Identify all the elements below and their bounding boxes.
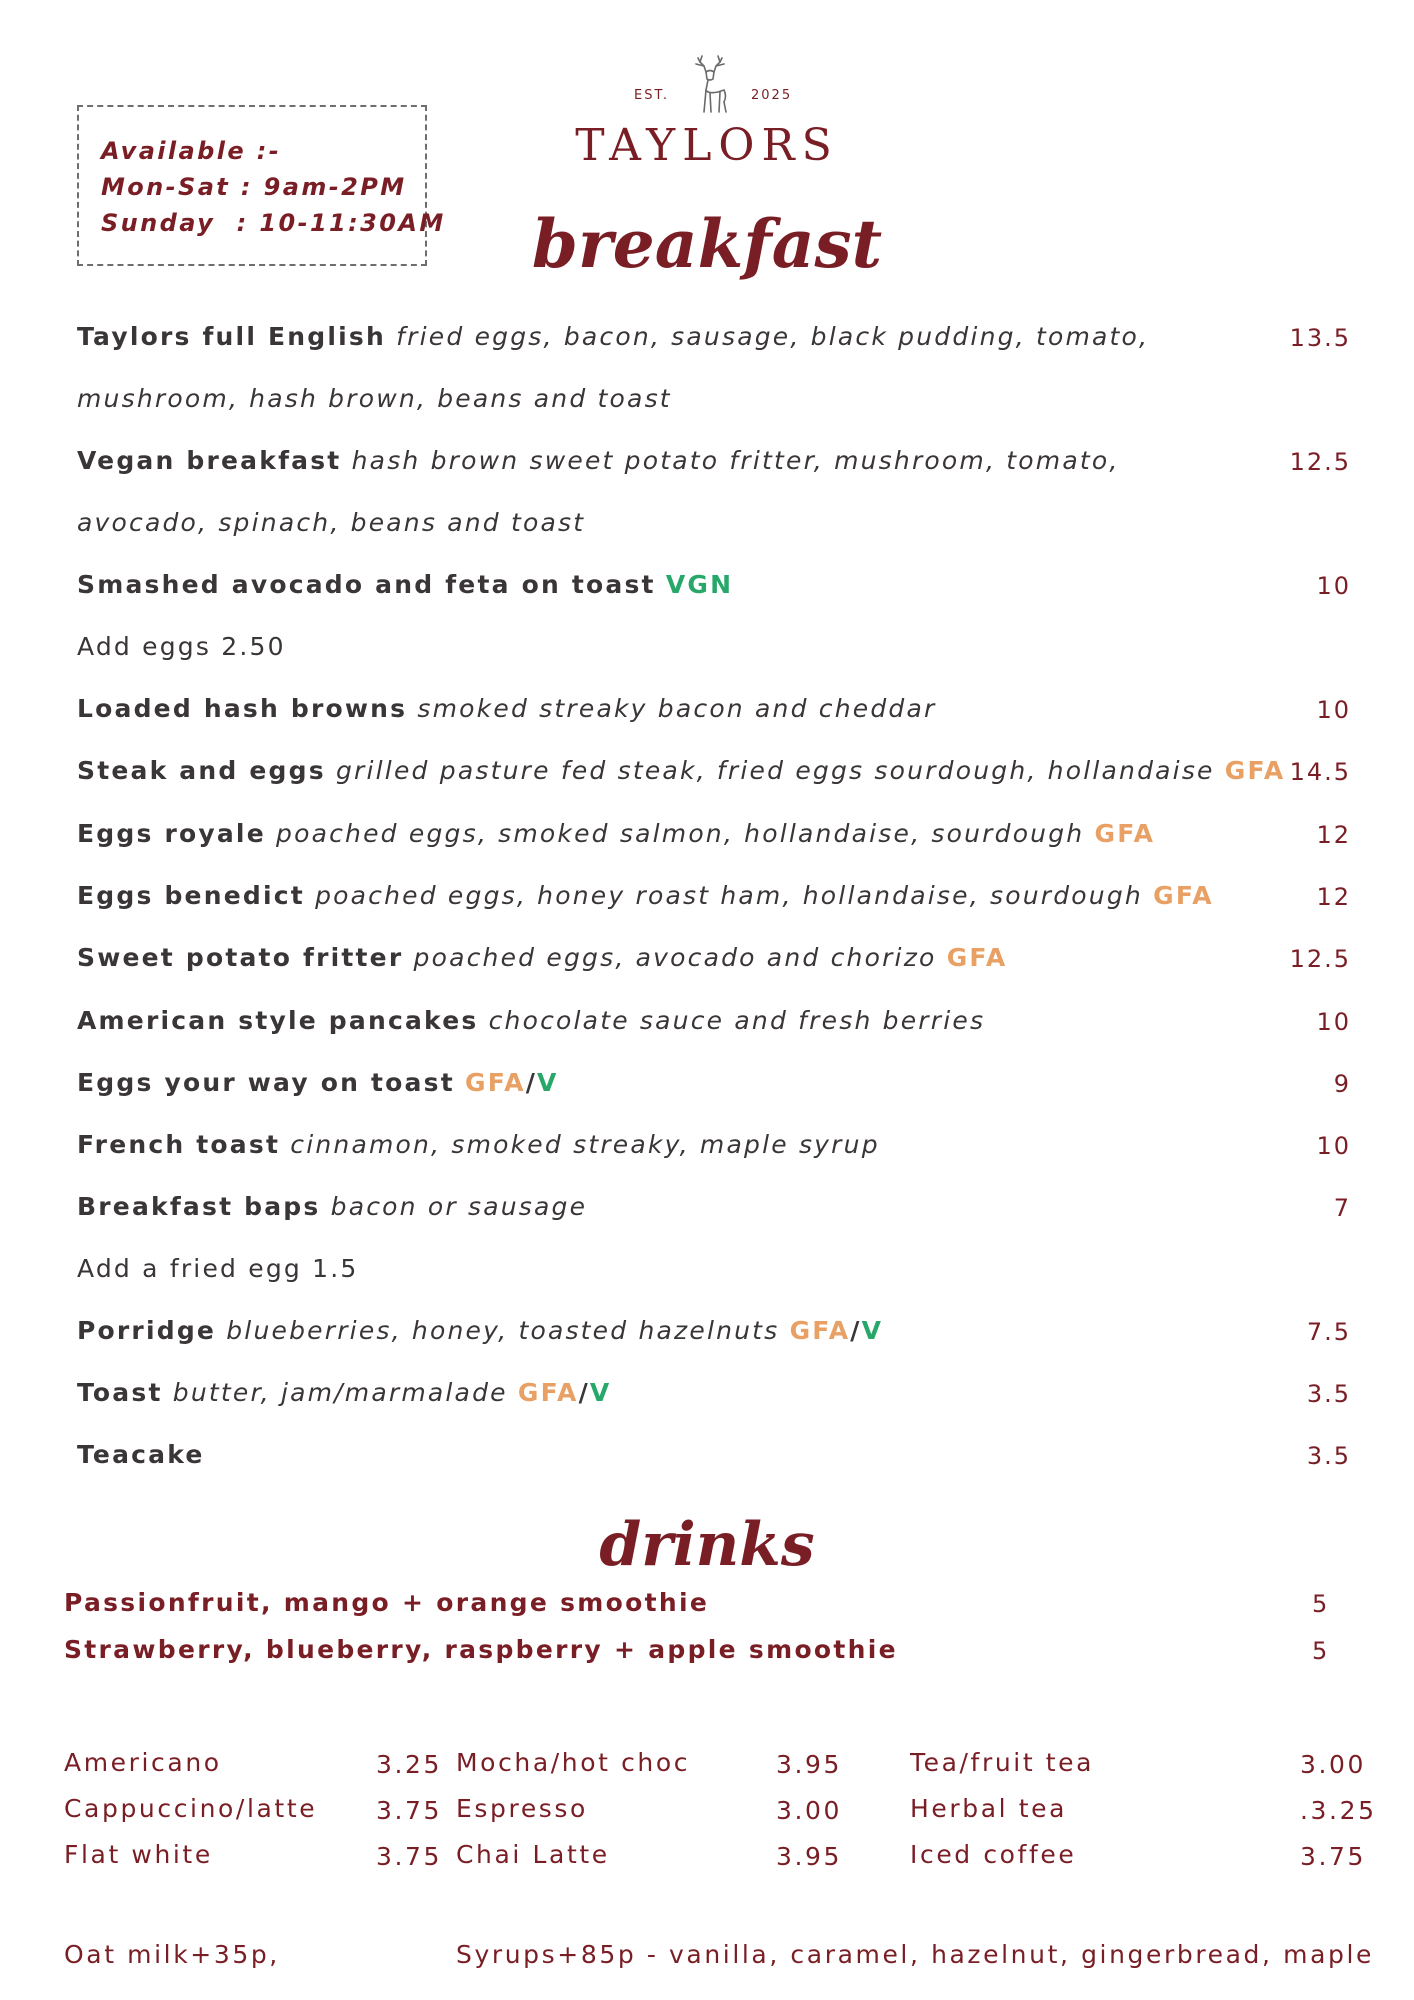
drink-name: Chai Latte — [456, 1840, 610, 1869]
menu-item-row — [77, 819, 1155, 848]
hours-sunday: Sunday : 10-11:30AM — [101, 209, 446, 237]
menu-item-row — [77, 1006, 985, 1035]
menu-item-price: 14.5 — [1289, 758, 1351, 786]
menu-item-row — [77, 1378, 611, 1407]
menu-item-price: 12.5 — [1289, 448, 1351, 476]
menu-item-name: American style pancakes — [77, 1006, 479, 1035]
stag-icon — [686, 52, 734, 114]
smoothie-price: 5 — [1312, 1637, 1328, 1665]
menu-item-description: fried eggs, bacon, sausage, black pudding, tomato, — [396, 322, 1150, 351]
logo-wordmark: TAYLORS — [575, 120, 839, 171]
menu-item-price: 10 — [1316, 1008, 1351, 1036]
menu-item-description: grilled pasture fed steak, fried eggs sourdough, hollandaise — [335, 756, 1215, 785]
menu-item-description: butter, jam/marmalade — [172, 1378, 508, 1407]
menu-item-description: smoked streaky bacon and cheddar — [417, 694, 937, 723]
menu-item-description: poached eggs, smoked salmon, hollandaise, sourdough — [276, 819, 1085, 848]
menu-item-description: avocado, spinach, beans and toast — [77, 508, 586, 537]
menu-item-name: Eggs royale — [77, 819, 266, 848]
drink-price: 3.75 — [376, 1796, 443, 1825]
menu-item-row — [77, 322, 1149, 351]
drink-name: Iced coffee — [910, 1840, 1077, 1869]
syrups-note: Syrups+85p - vanilla, caramel, hazelnut, gingerbread, maple — [456, 1940, 1374, 1969]
drink-price: 3.95 — [776, 1750, 843, 1779]
menu-note: Add eggs 2.50 — [77, 632, 286, 661]
menu-item-price: 10 — [1316, 572, 1351, 600]
menu-item-name: Smashed avocado and feta on toast — [77, 570, 656, 599]
menu-item-name: Loaded hash browns — [77, 694, 408, 723]
menu-item-description: hash brown sweet potato fritter, mushroom, tomato, — [351, 446, 1120, 475]
gfa-tag: GFA — [517, 1378, 579, 1407]
gfa-tag: GFA — [1153, 881, 1214, 910]
menu-item-row — [77, 446, 1120, 475]
menu-item-description: cinnamon, smoked streaky, maple syrup — [290, 1130, 880, 1159]
gfa-tag: GFA — [1224, 756, 1286, 785]
smoothie-name: Strawberry, blueberry, raspberry + apple smoothie — [64, 1635, 898, 1664]
menu-item-row — [77, 1254, 358, 1283]
menu-item-row — [77, 881, 1214, 910]
drink-price: .3.25 — [1300, 1796, 1377, 1825]
menu-item-description: blueberries, honey, toasted hazelnuts — [226, 1316, 780, 1345]
menu-item-row — [77, 1192, 587, 1221]
menu-item-price: 3.5 — [1306, 1442, 1351, 1470]
drink-name: Cappuccino/latte — [64, 1794, 318, 1823]
breakfast-heading: breakfast — [531, 205, 883, 283]
drink-price: 3.75 — [1300, 1842, 1367, 1871]
menu-item-name: Breakfast baps — [77, 1192, 321, 1221]
menu-item-price: 3.5 — [1306, 1380, 1351, 1408]
menu-item-row — [77, 508, 585, 537]
menu-item-description: poached eggs, avocado and chorizo — [413, 943, 937, 972]
smoothie-price: 5 — [1312, 1590, 1328, 1618]
gfa-tag: GFA — [789, 1316, 851, 1345]
menu-item-name: Porridge — [77, 1316, 217, 1345]
menu-item-row — [77, 694, 937, 723]
menu-item-row — [77, 1068, 559, 1097]
drink-name: Flat white — [64, 1840, 213, 1869]
drink-price: 3.25 — [376, 1750, 443, 1779]
vegan-tag: VGN — [665, 570, 734, 599]
menu-item-name: Eggs benedict — [77, 881, 305, 910]
logo-year: 2025 — [751, 88, 793, 103]
drinks-heading: drinks — [599, 1510, 815, 1580]
hours-weekday: Mon-Sat : 9am-2PM — [101, 173, 407, 201]
drink-name: Herbal tea — [910, 1794, 1068, 1823]
menu-item-row — [77, 943, 1007, 972]
menu-item-description: poached eggs, honey roast ham, hollandaise, sourdough — [315, 881, 1143, 910]
menu-item-row — [77, 384, 672, 413]
menu-note: Add a fried egg 1.5 — [77, 1254, 359, 1283]
menu-item-row — [77, 756, 1285, 785]
menu-item-name: Vegan breakfast — [77, 446, 342, 475]
menu-item-name: Eggs your way on toast — [77, 1068, 455, 1097]
menu-item-name: Toast — [77, 1378, 163, 1407]
tag-separator: / — [850, 1316, 862, 1345]
logo-est: EST. — [634, 88, 669, 103]
menu-item-price: 9 — [1333, 1070, 1351, 1098]
drink-name: Tea/fruit tea — [910, 1748, 1095, 1777]
menu-item-row — [77, 1440, 205, 1469]
drink-price: 3.95 — [776, 1842, 843, 1871]
drink-name: Mocha/hot choc — [456, 1748, 691, 1777]
menu-item-price: 7.5 — [1306, 1318, 1351, 1346]
menu-item-price: 12 — [1316, 821, 1351, 849]
menu-item-name: Taylors full English — [77, 322, 386, 351]
tag-separator: / — [578, 1378, 590, 1407]
hours-heading: Available :- — [101, 137, 282, 165]
menu-item-description: bacon or sausage — [330, 1192, 588, 1221]
menu-item-name: French toast — [77, 1130, 281, 1159]
vegan-tag: V — [861, 1316, 884, 1345]
drink-price: 3.00 — [1300, 1750, 1367, 1779]
gfa-tag: GFA — [1094, 819, 1156, 848]
menu-item-row — [77, 632, 286, 661]
menu-item-name: Sweet potato fritter — [77, 943, 404, 972]
drink-name: Americano — [64, 1748, 222, 1777]
drink-price: 3.75 — [376, 1842, 443, 1871]
drink-price: 3.00 — [776, 1796, 843, 1825]
menu-item-row — [77, 570, 733, 599]
tag-separator: / — [525, 1068, 538, 1097]
oat-milk-note: Oat milk+35p, — [64, 1940, 280, 1969]
menu-item-price: 7 — [1333, 1194, 1351, 1222]
menu-item-price: 12.5 — [1289, 945, 1351, 973]
gfa-tag: GFA — [946, 943, 1008, 972]
menu-item-row — [77, 1130, 880, 1159]
menu-item-name: Teacake — [77, 1440, 205, 1469]
menu-item-price: 10 — [1316, 1132, 1351, 1160]
menu-item-description: mushroom, hash brown, beans and toast — [77, 384, 672, 413]
menu-item-price: 10 — [1316, 696, 1351, 724]
menu-item-price: 13.5 — [1289, 324, 1351, 352]
drink-name: Espresso — [456, 1794, 588, 1823]
vegan-tag: V — [589, 1378, 612, 1407]
gfa-tag: GFA — [465, 1068, 526, 1097]
menu-item-description: chocolate sauce and fresh berries — [488, 1006, 986, 1035]
menu-item-price: 12 — [1316, 883, 1351, 911]
menu-item-row — [77, 1316, 883, 1345]
menu-item-name: Steak and eggs — [77, 756, 326, 785]
vegan-tag: V — [537, 1068, 559, 1097]
smoothie-name: Passionfruit, mango + orange smoothie — [64, 1588, 710, 1617]
